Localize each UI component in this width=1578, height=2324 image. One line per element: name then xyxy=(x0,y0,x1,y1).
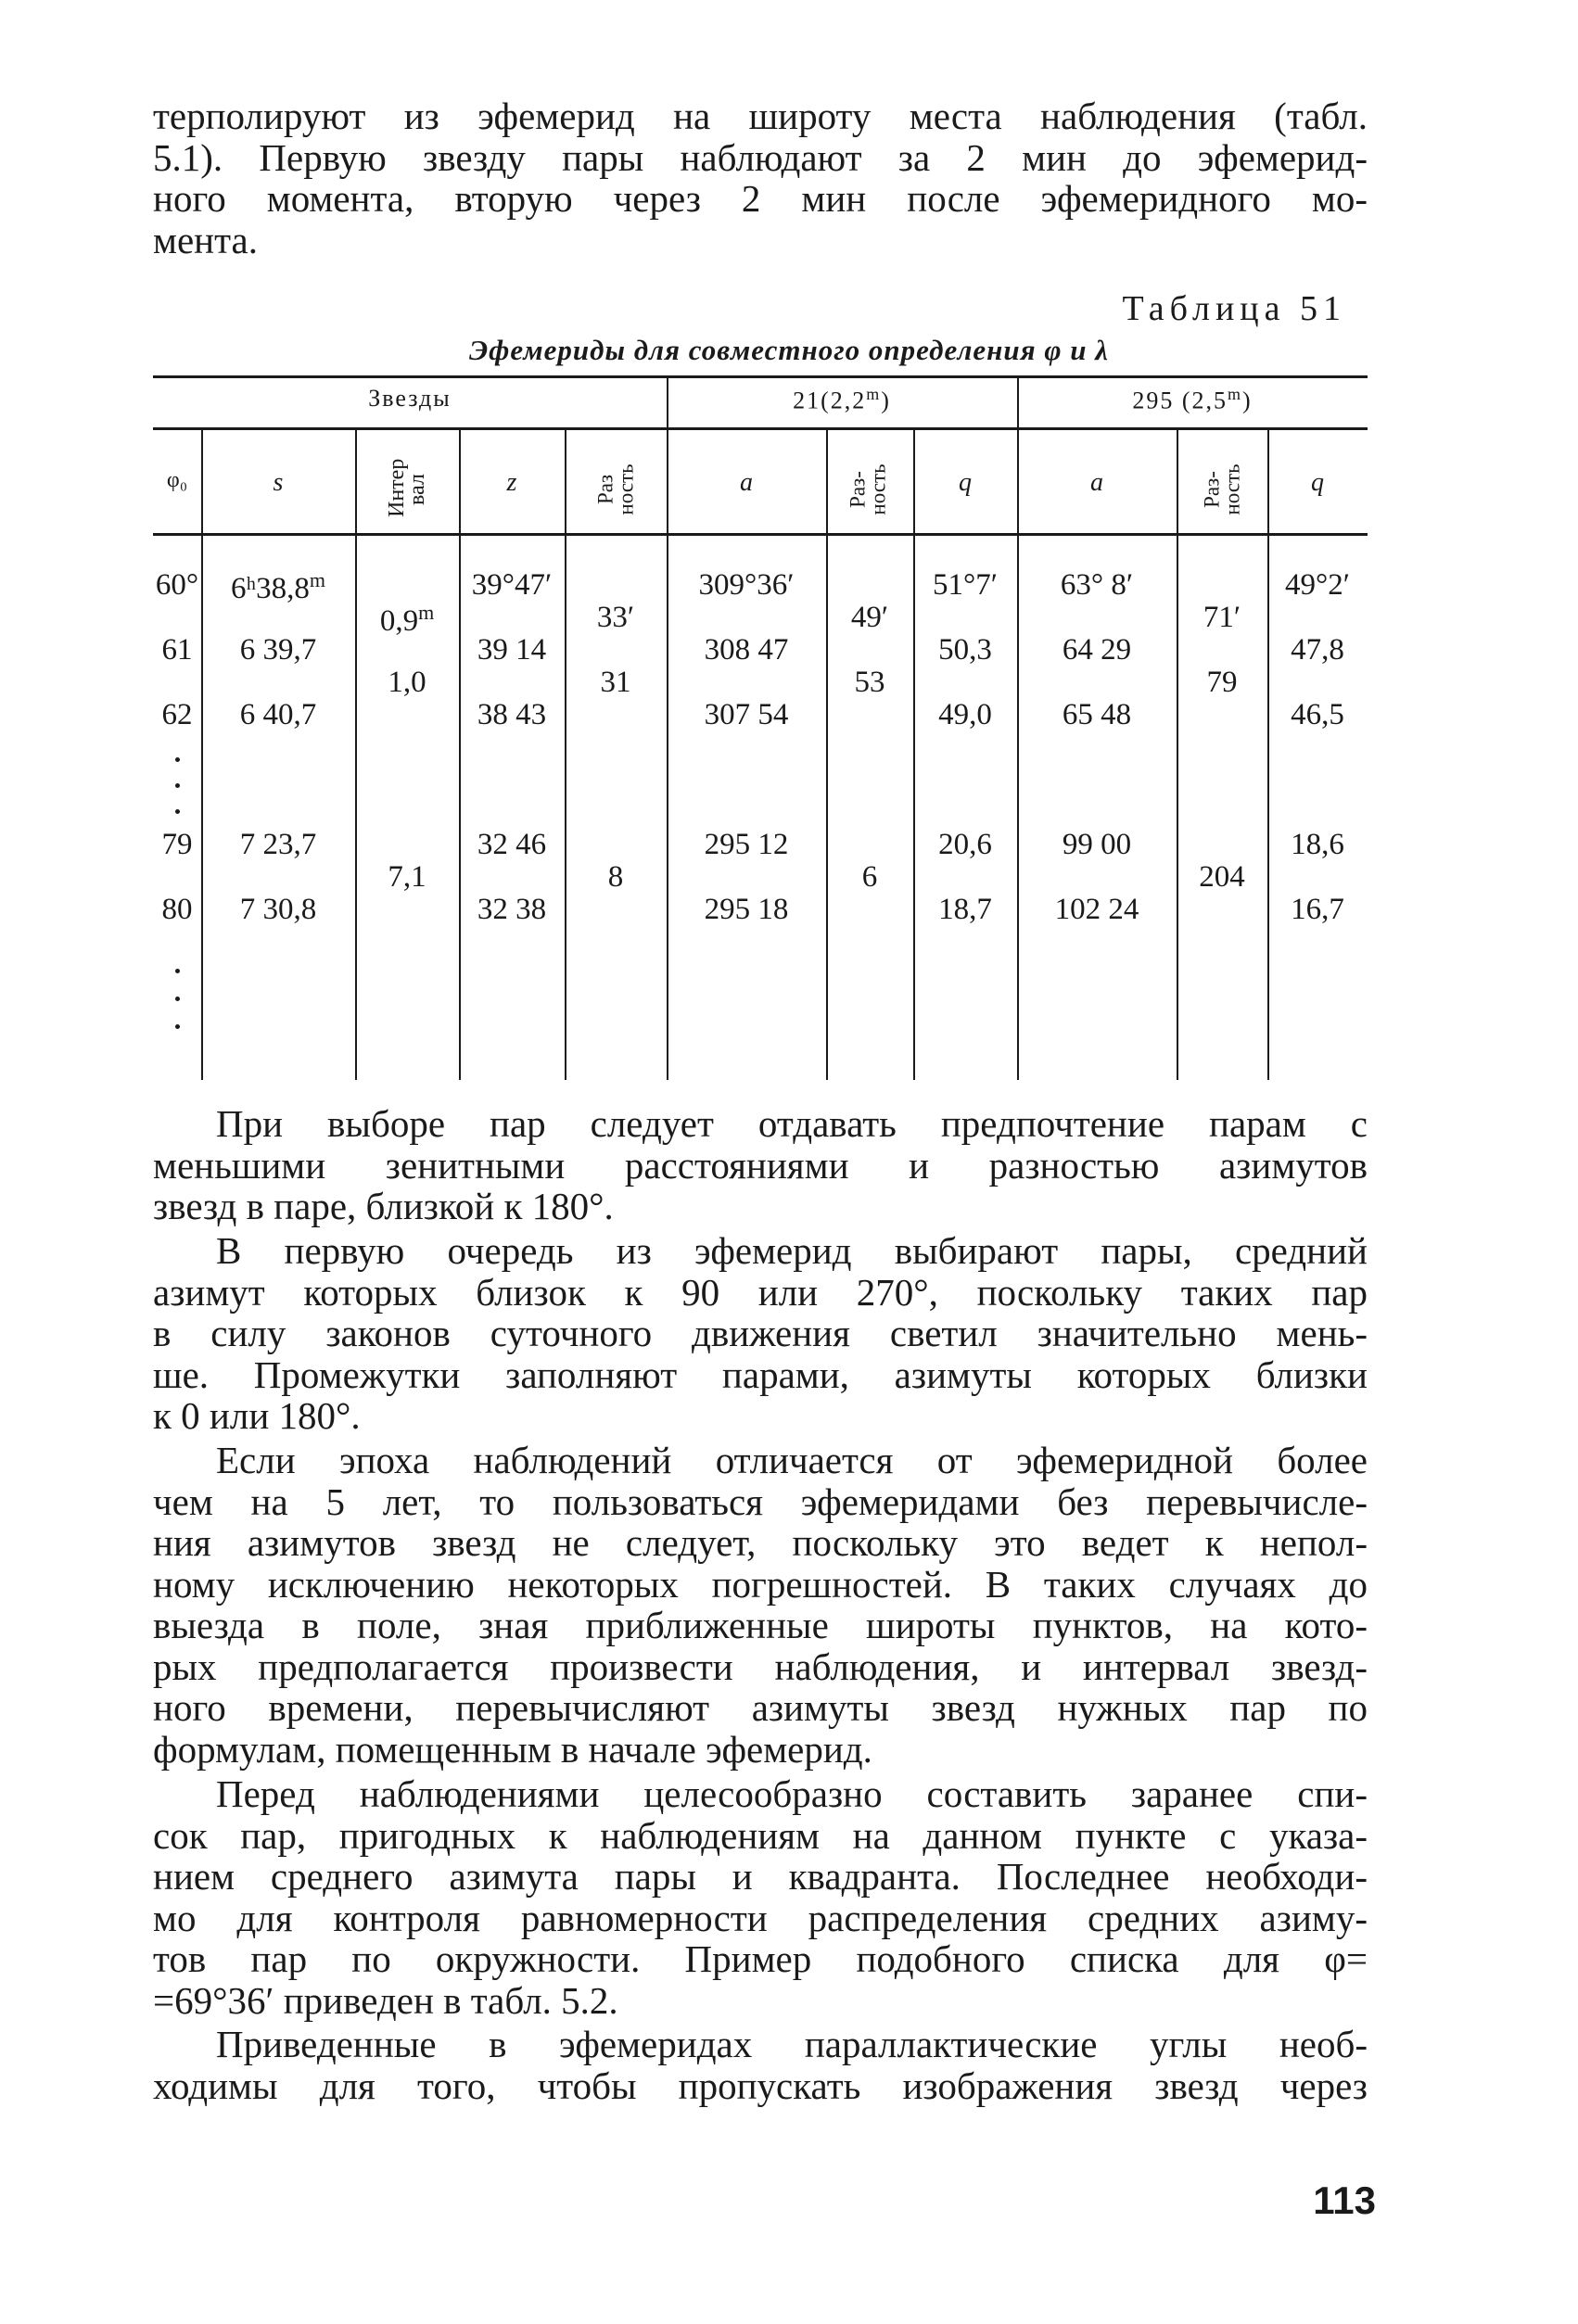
cell-q2: 49°2′ xyxy=(1285,568,1350,602)
cell-a1: 307 54 xyxy=(704,698,789,731)
cell-a2: 99 00 xyxy=(1062,828,1132,861)
table-top-rule xyxy=(153,375,1368,378)
text-line: чем на 5 лет, то пользоваться эфемеридами без перевычисле- xyxy=(153,1479,1368,1523)
column-divider xyxy=(201,427,203,1080)
cell-phi: 61 xyxy=(161,633,193,667)
group-header-pair-21-label: 21(2,2 xyxy=(793,387,867,414)
text-line: меньшими зенитными расстояниями и разностью азимутов xyxy=(153,1143,1368,1187)
ellipsis-dot xyxy=(175,1024,180,1029)
cell-diff-a2: 204 xyxy=(1199,860,1245,894)
ellipsis-dot xyxy=(175,783,180,788)
column-divider xyxy=(1267,427,1269,1080)
cell-z: 39°47′ xyxy=(471,568,553,602)
cell-s: 7 30,8 xyxy=(239,893,317,926)
cell-diff-a2: 71′ xyxy=(1203,601,1241,634)
text-line: Приведенные в эфемеридах параллактические углы необ- xyxy=(216,2023,1368,2065)
ephemeris-table xyxy=(153,375,1368,1080)
cell-q1: 18,7 xyxy=(938,893,992,926)
cell-diff-a1: 6 xyxy=(861,860,878,894)
text-line: ного момента, вторую через 2 мин после эфемеридного мо- xyxy=(153,177,1368,220)
cell-a1: 295 18 xyxy=(704,893,789,926)
cell-a2: 63° 8′ xyxy=(1060,568,1134,602)
column-header-q2: q xyxy=(1311,468,1324,497)
text-line: ному исключению некоторых погрешностей. В таких случаях до xyxy=(153,1562,1368,1606)
cell-q2: 18,6 xyxy=(1291,828,1344,861)
table-group-rule xyxy=(153,427,1368,430)
column-divider xyxy=(459,427,461,1080)
paragraph-epoch xyxy=(153,1440,1368,1770)
cell-phi: 62 xyxy=(161,698,193,731)
text-line: =69°36′ приведен в табл. 5.2. xyxy=(153,1978,618,2022)
cell-s: 6 39,7 xyxy=(239,633,317,667)
text-line: ше. Промежутки заполняют парами, азимуты которых близки xyxy=(153,1352,1368,1396)
column-divider xyxy=(826,427,828,1080)
cell-q1: 50,3 xyxy=(938,633,992,667)
text-line: звезд в паре, близкой к 180°. xyxy=(153,1185,614,1227)
magnitude-unit: m xyxy=(1227,385,1242,403)
column-header-z: z xyxy=(506,468,517,497)
text-line: сок пар, пригодных к наблюдениям на данном пункте с указа- xyxy=(153,1813,1368,1857)
cell-q1: 51°7′ xyxy=(933,568,998,602)
cell-q1: 20,6 xyxy=(938,828,992,861)
cell-diff-a1: 49′ xyxy=(850,601,889,634)
text-line: к 0 или 180°. xyxy=(153,1394,361,1437)
text-line: нием среднего азимута пары и квадранта. Последнее необходи- xyxy=(153,1855,1368,1898)
cell-interval: 0,9$^m$ xyxy=(379,601,435,638)
text-line: В первую очередь из эфемерид выбирают пары, средний xyxy=(216,1229,1368,1272)
paragraph-parallactic xyxy=(153,2024,1368,2106)
cell-phi: 79 xyxy=(161,828,193,861)
cell-diff-a1: 53 xyxy=(854,666,885,699)
text-line: в силу законов суточного движения светил значительно мень- xyxy=(153,1312,1368,1354)
paragraph-pair-list xyxy=(153,1773,1368,2021)
intro-paragraph xyxy=(153,95,1368,260)
group-header-pair-295-label: 295 (2,5 xyxy=(1132,387,1228,414)
column-divider xyxy=(565,427,566,1080)
text-line: мо для контроля равномерности распределения средних азиму- xyxy=(153,1896,1368,1939)
text-line: терполируют из эфемерид на широту места наблюдения (табл. xyxy=(153,95,1368,137)
cell-a1: 295 12 xyxy=(704,828,789,861)
cell-z: 32 38 xyxy=(477,893,547,926)
text-line: выезда в поле, зная приближенные широты пунктов, на кото- xyxy=(153,1604,1368,1646)
cell-a1: 308 47 xyxy=(704,633,789,667)
column-divider xyxy=(913,427,915,1080)
ellipsis-dot xyxy=(175,997,180,1001)
cell-phi: 80 xyxy=(161,893,193,926)
table-caption: Таблица 51 xyxy=(1122,289,1346,328)
cell-diff-z: 33′ xyxy=(596,601,635,634)
group-header-pair-21: 21(2,2$^m$) xyxy=(793,385,891,414)
column-header-a2: a xyxy=(1090,468,1103,497)
text-line: Если эпоха наблюдений отличается от эфемеридной более xyxy=(216,1439,1368,1481)
cell-phi: 60° xyxy=(155,568,199,602)
ellipsis-dot xyxy=(175,757,180,762)
text-line: мента. xyxy=(153,218,258,261)
cell-q2: 47,8 xyxy=(1291,633,1344,667)
group-header-stars: Звезды xyxy=(368,385,452,412)
text-line: ходимы для того, чтобы пропускать изображения звезд через xyxy=(153,2064,1368,2107)
cell-z: 38 43 xyxy=(477,698,547,731)
column-header-diff-z: Раз ность xyxy=(594,463,638,515)
cell-diff-z: 8 xyxy=(607,860,624,894)
ellipsis-dot xyxy=(175,969,180,973)
cell-z: 32 46 xyxy=(477,828,547,861)
cell-interval: 1,0 xyxy=(388,666,426,699)
cell-s: 6ʰ38,8$^m$ xyxy=(231,568,325,605)
column-header-a1: a xyxy=(740,468,753,497)
column-header-q1: q xyxy=(959,468,972,497)
page-number: 113 xyxy=(1313,2178,1376,2222)
cell-diff-a2: 79 xyxy=(1206,666,1238,699)
text-line: Перед наблюдениями целесообразно составить заранее спи- xyxy=(216,1772,1368,1815)
cell-q2: 46,5 xyxy=(1291,698,1344,731)
magnitude-unit: m xyxy=(866,385,882,403)
cell-s: 6 40,7 xyxy=(239,698,317,731)
text-line: При выборе пар следует отдавать предпочтение парам с xyxy=(216,1102,1368,1145)
text-line: ния азимутов звезд не следует, поскольку это ведет к непол- xyxy=(153,1521,1368,1564)
table-title: Эфемериды для совместного определения φ и λ xyxy=(468,334,1109,366)
text-line: ного времени, перевычисляют азимуты звезд нужных пар по xyxy=(153,1686,1368,1729)
text-line: азимут которых близок к 90 или 270°, поскольку таких пар xyxy=(153,1270,1368,1314)
cell-q1: 49,0 xyxy=(938,698,992,731)
cell-a1: 309°36′ xyxy=(698,568,795,602)
column-header-diff-a1: Раз- ность xyxy=(846,463,890,515)
column-header-s: s xyxy=(273,468,284,497)
cell-q2: 16,7 xyxy=(1291,893,1344,926)
text-line: тов пар по окружности. Пример подобного списка для φ= xyxy=(153,1937,1368,1980)
cell-a2: 64 29 xyxy=(1062,633,1132,667)
table-header-rule xyxy=(153,533,1368,536)
group-header-pair-295: 295 (2,5$^m$) xyxy=(1132,385,1253,414)
column-divider xyxy=(1177,427,1178,1080)
column-header-diff-a2: Раз- ность xyxy=(1201,463,1244,515)
column-divider xyxy=(355,427,357,1080)
ellipsis-dot xyxy=(175,809,180,814)
paragraph-pair-selection xyxy=(153,1103,1368,1227)
text-line: рых предполагается произвести наблюдения, и интервал звезд- xyxy=(153,1645,1368,1688)
cell-z: 39 14 xyxy=(477,633,547,667)
text-line: 5.1). Первую звезду пары наблюдают за 2 мин до эфемерид- xyxy=(153,135,1368,179)
cell-interval: 7,1 xyxy=(388,860,426,894)
text-line: формулам, помещенным в начале эфемерид. xyxy=(153,1727,872,1771)
cell-a2: 65 48 xyxy=(1062,698,1132,731)
cell-a2: 102 24 xyxy=(1054,893,1139,926)
cell-s: 7 23,7 xyxy=(239,828,317,861)
column-header-interval: Интер вал xyxy=(385,458,429,517)
cell-diff-z: 31 xyxy=(600,666,631,699)
column-header-phi: φ₀ xyxy=(166,468,188,492)
paragraph-azimuth-priority xyxy=(153,1230,1368,1437)
